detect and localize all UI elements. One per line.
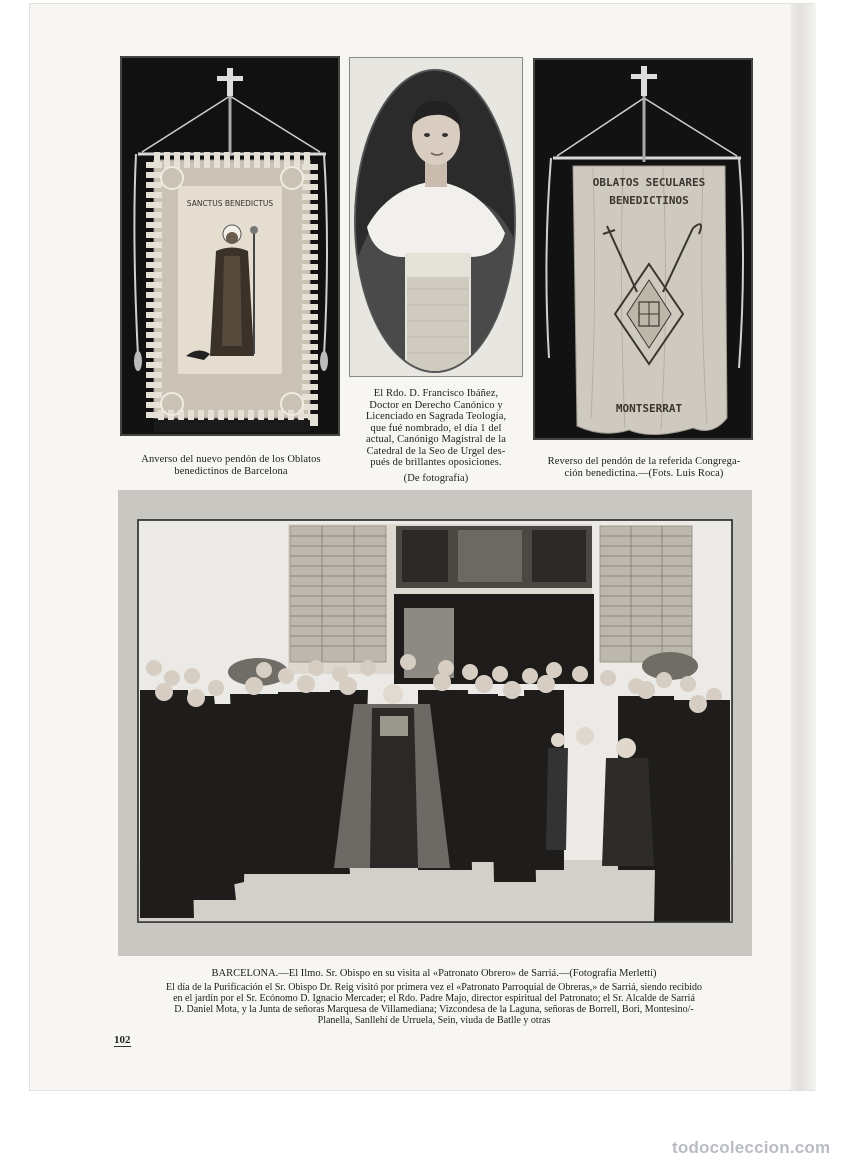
banner-back-bottom: MONTSERRAT bbox=[615, 402, 683, 415]
photo-portrait-ibanez bbox=[349, 57, 523, 377]
page-edge bbox=[790, 4, 816, 1090]
photo-banner-front bbox=[120, 56, 340, 436]
caption-line: Doctor en Derecho Canónico y bbox=[369, 399, 503, 411]
photo-group-sarria bbox=[118, 490, 752, 956]
caption-line: Anverso del nuevo pendón de los Oblatos bbox=[141, 454, 321, 465]
watermark-logo: todocoleccion.com bbox=[672, 1138, 831, 1157]
caption-line: El día de la Purificación el Sr. Obispo Dr. Reig visitó por primera vez el «Patronato Parroquial de Obreras,» de Sarriá, siendo recibido bbox=[166, 982, 702, 993]
caption-line: Reverso del pendón de la referida Congrega- bbox=[547, 456, 741, 467]
caption-line: actual, Canónigo Magistral de la bbox=[366, 434, 506, 445]
caption-line: D. Daniel Mota, y la Junta de señoras Marquesa de Villamediana; Vizcondesa de la Laguna, señoras de Borrell, Bori, Montesino/- bbox=[174, 1004, 694, 1015]
page-number: 102 bbox=[114, 1034, 131, 1046]
main-caption-title: BARCELONA.—El Ilmo. Sr. Obispo en su visita al «Patronato Obrero» de Sarriá.—(Fotografía Merletti) bbox=[211, 968, 657, 979]
banner-front-heading: SANCTUS BENEDICTUS bbox=[186, 199, 274, 208]
caption-banner-back bbox=[528, 456, 760, 479]
caption-banner-front bbox=[118, 454, 344, 477]
caption-line: pués de brillantes oposiciones. bbox=[370, 457, 502, 468]
caption-line: Planella, Sanllehí de Urruela, Sein, viuda de Batlle y otras bbox=[317, 1015, 551, 1026]
banner-back-line2: BENEDICTINOS bbox=[609, 194, 689, 207]
banner-back-line1: OBLATOS SECULARES bbox=[592, 176, 706, 189]
caption-portrait bbox=[346, 388, 526, 484]
main-caption-body bbox=[114, 982, 754, 1026]
caption-line: que fué nombrado, el día 1 del bbox=[370, 422, 502, 434]
caption-line: El Rdo. D. Francisco Ibáñez, bbox=[373, 388, 499, 399]
caption-credit: (De fotografía) bbox=[403, 472, 469, 484]
caption-line: ción benedictina.—(Fots. Luis Roca) bbox=[564, 467, 724, 479]
caption-line: Licenciado en Sagrada Teología, bbox=[365, 411, 507, 422]
caption-line: benedictinos de Barcelona bbox=[174, 465, 288, 477]
caption-line: Catedral de la Seo de Urgel des- bbox=[366, 445, 506, 457]
caption-line: en el jardín por el Sr. Ecónomo D. Ignacio Mercader; el Rdo. Padre Majo, director espiritual del Patronato; el Sr. Alcalde de Sarriá bbox=[173, 993, 695, 1004]
photo-banner-back bbox=[533, 58, 753, 440]
